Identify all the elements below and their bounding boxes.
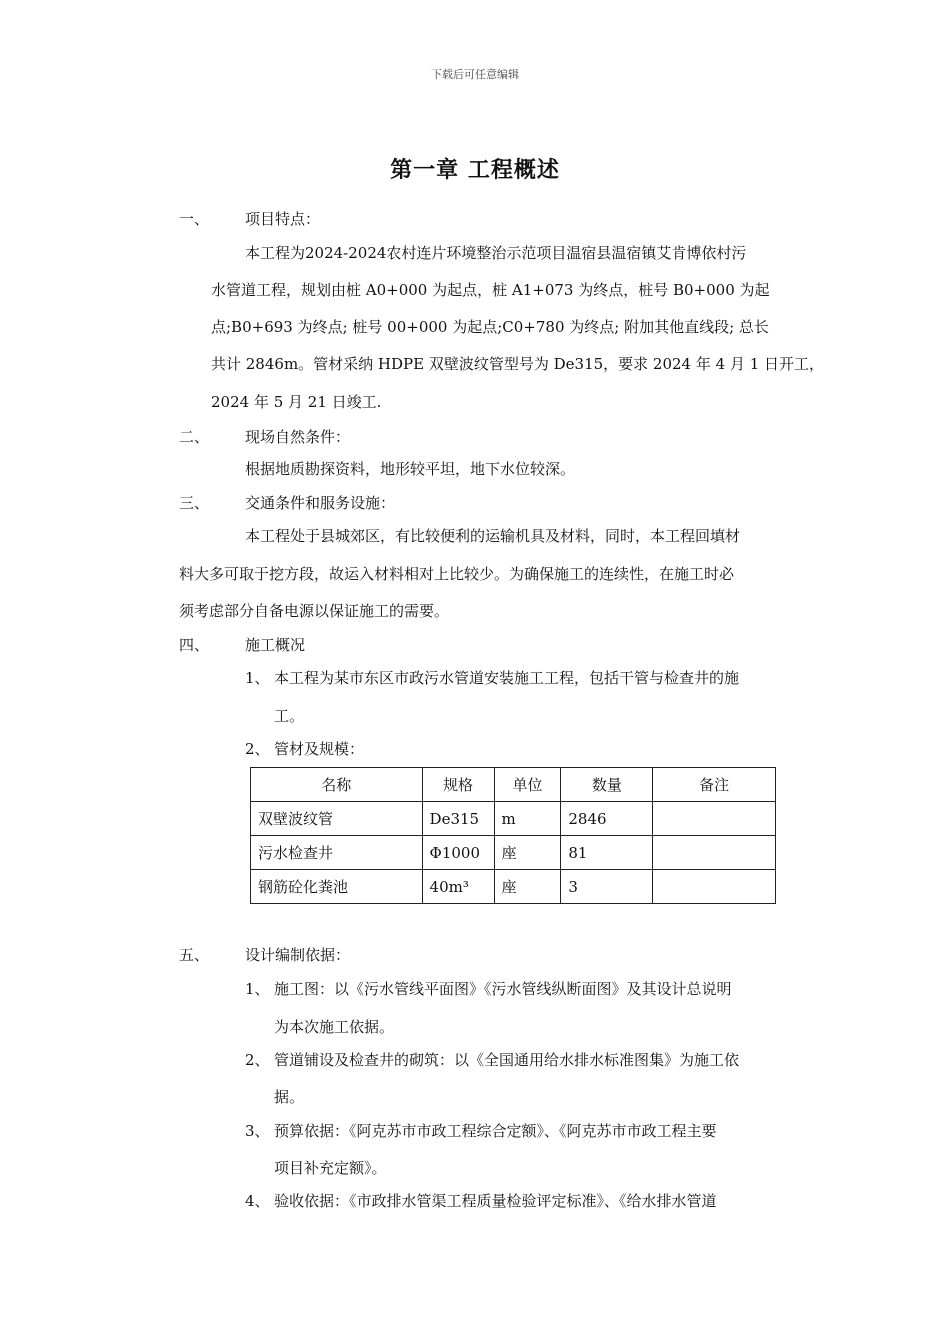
list-item-text: 管材及规模：	[274, 740, 365, 758]
table-row	[251, 870, 776, 904]
section-heading-4: 施工概况	[245, 636, 306, 654]
table-cell: 2846	[561, 802, 653, 836]
paragraph-line: 共计 2846m。管材采纳 HDPE 双壁波纹管型号为 De315，要求 2024 年 4 月 1 日开工，	[211, 355, 825, 373]
table-cell	[653, 836, 776, 870]
list-item-number: 1、	[245, 669, 270, 687]
section-number-2: 二、	[179, 428, 210, 446]
list-item-text: 验收依据：《市政排水管渠工程质量检验评定标准》、《给水排水管道	[274, 1192, 717, 1210]
list-item-text: 管道铺设及检查井的砌筑：以《全国通用给水排水标准图集》为施工依	[274, 1051, 740, 1069]
list-item-text: 本工程为某市东区市政污水管道安装施工工程，包括干管与检查井的施	[274, 669, 740, 687]
list-item-text: 项目补充定额》。	[274, 1159, 387, 1177]
list-item-text: 据。	[274, 1088, 305, 1106]
table-header-cell: 备注	[653, 768, 776, 802]
section-heading-5: 设计编制依据：	[245, 946, 351, 964]
list-item-text: 施工图：以《污水管线平面图》《污水管线纵断面图》及其设计总说明	[274, 980, 732, 998]
paragraph-line: 点;B0+693 为终点; 桩号 00+000 为起点;C0+780 为终点; 附加其他直线段; 总长	[211, 318, 769, 336]
paragraph-line: 水管道工程，规划由桩 A0+000 为起点，桩 A1+073 为终点，桩号 B0+000 为起	[211, 281, 770, 299]
table-cell: 3	[561, 870, 653, 904]
list-item-number: 3、	[245, 1122, 270, 1140]
list-item-number: 2、	[245, 1051, 270, 1069]
table-cell: 钢筋砼化粪池	[251, 870, 423, 904]
list-item-text: 工。	[274, 707, 305, 725]
section-heading-3: 交通条件和服务设施：	[245, 494, 396, 512]
list-item-number: 2、	[245, 740, 270, 758]
table-cell: Φ1000	[422, 836, 494, 870]
table-cell: De315	[422, 802, 494, 836]
paragraph-line: 本工程为2024-2024农村连片环境整治示范项目温宿县温宿镇艾肯博依村污	[245, 244, 747, 262]
table-header-cell: 数量	[561, 768, 653, 802]
table-row	[251, 802, 776, 836]
section-number-1: 一、	[179, 210, 210, 228]
list-item-number: 4、	[245, 1192, 270, 1210]
section-heading-1: 项目特点：	[245, 210, 321, 228]
section-heading-2: 现场自然条件：	[245, 428, 351, 446]
chapter-title: 第一章 工程概述	[390, 157, 560, 183]
table-header-cell: 名称	[251, 768, 423, 802]
table-cell: 81	[561, 836, 653, 870]
page-header: 下载后可任意编辑	[431, 68, 519, 81]
table-cell: 座	[494, 870, 561, 904]
table-cell	[653, 802, 776, 836]
table-header-cell: 规格	[422, 768, 494, 802]
table-cell: 污水检查井	[251, 836, 423, 870]
section-number-3: 三、	[179, 494, 210, 512]
table-cell	[653, 870, 776, 904]
table-cell: m	[494, 802, 561, 836]
paragraph-line: 根据地质勘探资料，地形较平坦，地下水位较深。	[245, 460, 576, 478]
paragraph-line: 须考虑部分自备电源以保证施工的需要。	[179, 602, 450, 620]
paragraph-line: 本工程处于县城郊区，有比较便利的运输机具及材料，同时，本工程回填材	[245, 527, 741, 545]
table-cell: 40m³	[422, 870, 494, 904]
list-item-text: 为本次施工依据。	[274, 1018, 395, 1036]
table-row	[251, 836, 776, 870]
list-item-text: 预算依据：《阿克苏市市政工程综合定额》、《阿克苏市市政工程主要	[274, 1122, 717, 1140]
table-header-row	[251, 768, 776, 802]
table-cell: 座	[494, 836, 561, 870]
list-item-number: 1、	[245, 980, 270, 998]
table-header-cell: 单位	[494, 768, 561, 802]
materials-table	[250, 767, 776, 904]
paragraph-line: 2024 年 5 月 21 日竣工.	[211, 393, 382, 411]
section-number-5: 五、	[179, 946, 210, 964]
table-cell: 双壁波纹管	[251, 802, 423, 836]
paragraph-line: 料大多可取于挖方段，故运入材料相对上比较少。为确保施工的连续性，在施工时必	[179, 565, 735, 583]
section-number-4: 四、	[179, 636, 210, 654]
